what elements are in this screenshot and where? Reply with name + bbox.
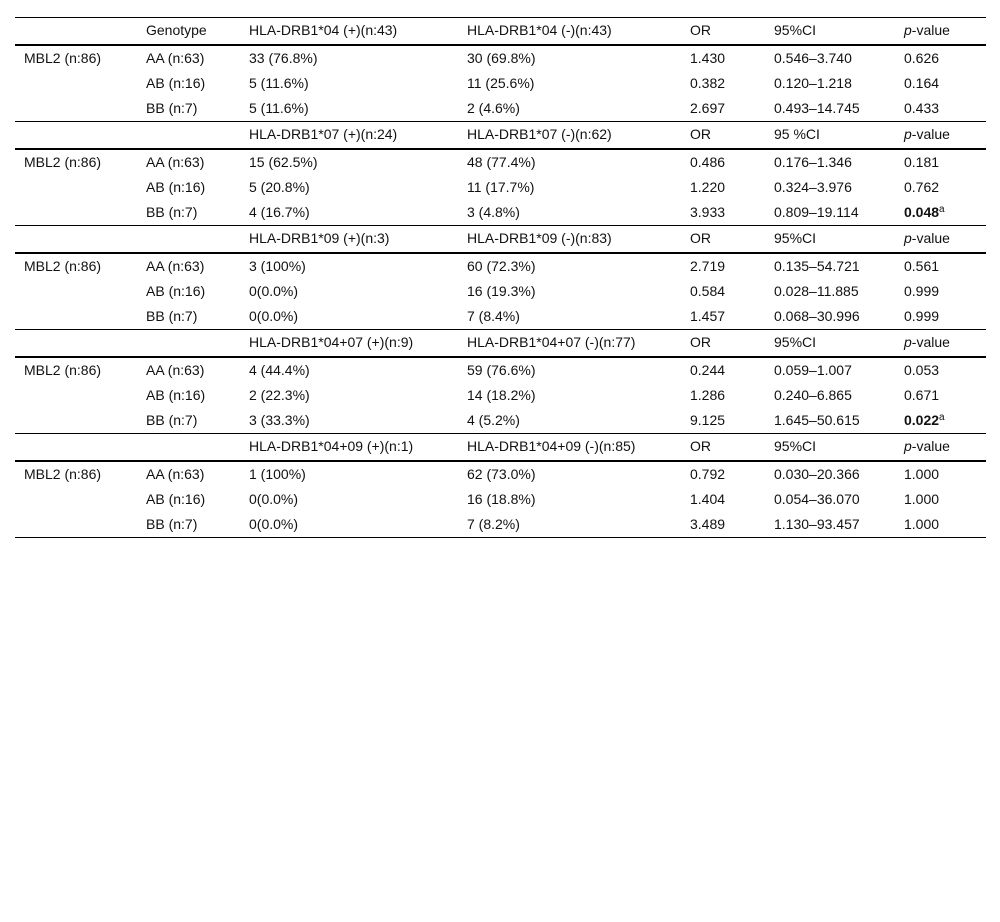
row-label-blank [15, 512, 137, 538]
row-label: MBL2 (n:86) [24, 50, 102, 66]
p-value-text: 0.433 [904, 100, 940, 116]
odds-ratio-cell: 1.457 [681, 304, 765, 330]
p-value-cell [895, 487, 986, 512]
negative-count-cell: 48 (77.4%) [467, 154, 536, 170]
group-header-row [15, 18, 986, 46]
table-row [15, 175, 986, 200]
genotype-header [137, 226, 240, 254]
genotype-cell: BB (n:7) [137, 408, 240, 434]
negative-count-cell: 11 (25.6%) [467, 75, 535, 91]
negative-count-cell: 3 (4.8%) [458, 200, 681, 226]
or-header: OR [681, 226, 765, 254]
confidence-interval-cell: 0.068–30.996 [765, 304, 895, 330]
odds-ratio-cell: 9.125 [681, 408, 765, 434]
confidence-interval-cell: 0.030–20.366 [774, 466, 860, 482]
table-row [15, 149, 986, 175]
confidence-interval-cell: 0.028–11.885 [774, 283, 859, 299]
p-value-header [895, 122, 986, 150]
positive-count-cell: 5 (20.8%) [249, 179, 310, 195]
negative-count-cell: 62 (73.0%) [467, 466, 536, 482]
genotype-cell: BB (n:7) [137, 512, 240, 538]
p-value-suffix: -value [911, 438, 950, 454]
table-row [15, 200, 986, 226]
p-value-text: 1.000 [904, 491, 940, 507]
positive-group-header: HLA-DRB1*04+07 (+)(n:9) [240, 330, 458, 358]
p-value-text: 0.999 [904, 308, 940, 324]
genotype-cell: AA (n:63) [146, 466, 205, 482]
confidence-interval-cell: 0.176–1.346 [774, 154, 852, 170]
genotype-header [137, 122, 240, 150]
p-value-cell [895, 175, 986, 200]
row-label: MBL2 (n:86) [24, 258, 102, 274]
table-row [15, 96, 986, 122]
row-label-blank [15, 71, 137, 96]
odds-ratio-cell: 3.933 [681, 200, 765, 226]
confidence-interval-cell: 1.130–93.457 [765, 512, 895, 538]
genotype-cell: AA (n:63) [146, 362, 205, 378]
positive-group-header: HLA-DRB1*04+09 (+)(n:1) [240, 434, 458, 462]
positive-count-cell: 1 (100%) [249, 466, 306, 482]
negative-count-cell: 7 (8.2%) [458, 512, 681, 538]
genotype-cell: AB (n:16) [146, 283, 206, 299]
or-header: OR [681, 330, 765, 358]
odds-ratio-cell: 0.486 [690, 154, 726, 170]
row-label-blank [15, 200, 137, 226]
group-header-row [15, 122, 986, 150]
row-label-blank [15, 279, 137, 304]
table-row [15, 253, 986, 279]
footnote-marker: a [939, 204, 945, 215]
table-row [15, 383, 986, 408]
negative-group-header: HLA-DRB1*07 (-)(n:62) [458, 122, 681, 150]
header-blank-cell [15, 18, 137, 46]
table-row [15, 45, 986, 71]
odds-ratio-cell: 0.244 [690, 362, 726, 378]
table-row [15, 487, 986, 512]
or-header: OR [681, 18, 765, 46]
p-value-cell [895, 253, 986, 279]
p-value-text: 0.762 [904, 179, 940, 195]
odds-ratio-cell: 1.430 [690, 50, 726, 66]
p-value-suffix: -value [911, 334, 950, 350]
or-header: OR [681, 122, 765, 150]
p-italic-label: p [904, 438, 912, 454]
positive-count-cell: 5 (11.6%) [249, 75, 309, 91]
p-value-cell [895, 279, 986, 304]
negative-count-cell: 59 (76.6%) [467, 362, 536, 378]
p-value-text: 0.626 [904, 50, 940, 66]
p-value-cell [895, 461, 986, 487]
p-value-text: 1.000 [904, 516, 940, 532]
odds-ratio-cell: 1.404 [690, 491, 726, 507]
genotype-cell: AB (n:16) [146, 387, 206, 403]
genotype-cell: AA (n:63) [146, 154, 205, 170]
row-label-blank [15, 383, 137, 408]
positive-count-cell: 4 (44.4%) [249, 362, 310, 378]
confidence-interval-cell: 0.546–3.740 [774, 50, 852, 66]
genotype-cell: BB (n:7) [137, 200, 240, 226]
odds-ratio-cell: 1.286 [690, 387, 726, 403]
p-value-suffix: -value [911, 230, 950, 246]
p-value-cell [895, 357, 986, 383]
positive-count-cell: 15 (62.5%) [249, 154, 318, 170]
confidence-interval-cell: 0.135–54.721 [774, 258, 860, 274]
positive-count-cell: 33 (76.8%) [249, 50, 318, 66]
confidence-interval-cell: 0.324–3.976 [774, 179, 852, 195]
p-value-cell [895, 383, 986, 408]
negative-count-cell: 30 (69.8%) [467, 50, 536, 66]
p-value-suffix: -value [911, 22, 950, 38]
p-italic-label: p [904, 230, 912, 246]
negative-count-cell: 14 (18.2%) [467, 387, 536, 403]
footnote-marker: a [939, 412, 945, 423]
negative-count-cell: 60 (72.3%) [467, 258, 536, 274]
positive-count-cell: 0(0.0%) [240, 512, 458, 538]
confidence-interval-cell: 1.645–50.615 [765, 408, 895, 434]
positive-group-header: HLA-DRB1*07 (+)(n:24) [240, 122, 458, 150]
row-label: MBL2 (n:86) [24, 362, 102, 378]
confidence-interval-cell: 0.059–1.007 [774, 362, 852, 378]
odds-ratio-cell: 0.584 [690, 283, 726, 299]
positive-group-header: HLA-DRB1*04 (+)(n:43) [240, 18, 458, 46]
p-value-text: 0.999 [904, 283, 940, 299]
header-blank-cell [15, 434, 137, 462]
results-table-body [15, 18, 986, 538]
p-value-cell [895, 512, 986, 538]
genotype-cell: AA (n:63) [146, 50, 205, 66]
genotype-cell: AA (n:63) [146, 258, 205, 274]
positive-count-cell: 0(0.0%) [249, 491, 299, 507]
p-value-text: 0.671 [904, 387, 940, 403]
results-table [15, 17, 986, 538]
confidence-interval-cell: 0.240–6.865 [774, 387, 852, 403]
p-value-cell [895, 304, 986, 330]
positive-count-cell: 3 (100%) [249, 258, 306, 274]
p-value-cell [895, 149, 986, 175]
odds-ratio-cell: 0.382 [690, 75, 726, 91]
p-value-text: 0.561 [904, 258, 940, 274]
header-blank-cell [15, 330, 137, 358]
p-value-cell [895, 45, 986, 71]
table-row [15, 71, 986, 96]
odds-ratio-cell: 0.792 [690, 466, 726, 482]
group-header-row [15, 226, 986, 254]
negative-count-cell: 16 (19.3%) [467, 283, 536, 299]
p-value-header [895, 226, 986, 254]
group-header-row [15, 434, 986, 462]
confidence-interval-cell: 0.054–36.070 [774, 491, 860, 507]
p-value-header [895, 434, 986, 462]
table-row [15, 279, 986, 304]
negative-group-header: HLA-DRB1*09 (-)(n:83) [458, 226, 681, 254]
p-italic-label: p [904, 126, 912, 142]
p-value-text: 0.181 [904, 154, 940, 170]
positive-count-cell: 4 (16.7%) [240, 200, 458, 226]
negative-group-header: HLA-DRB1*04+09 (-)(n:85) [458, 434, 681, 462]
positive-count-cell: 0(0.0%) [249, 283, 299, 299]
odds-ratio-cell: 1.220 [690, 179, 726, 195]
p-italic-label: p [904, 334, 912, 350]
negative-count-cell: 7 (8.4%) [458, 304, 681, 330]
p-value-text: 0.053 [904, 362, 940, 378]
genotype-cell: AB (n:16) [146, 75, 206, 91]
significant-p-value: 0.048 [904, 204, 940, 220]
ci-header: 95%CI [765, 434, 895, 462]
p-value-cell [895, 96, 986, 122]
p-value-header [895, 18, 986, 46]
negative-group-header: HLA-DRB1*04+07 (-)(n:77) [458, 330, 681, 358]
positive-count-cell: 3 (33.3%) [240, 408, 458, 434]
genotype-header: Genotype [137, 18, 240, 46]
negative-count-cell: 4 (5.2%) [458, 408, 681, 434]
or-header: OR [681, 434, 765, 462]
p-value-text: 1.000 [904, 466, 940, 482]
odds-ratio-cell: 2.719 [690, 258, 726, 274]
p-value-suffix: -value [911, 126, 950, 142]
table-row [15, 461, 986, 487]
row-label: MBL2 (n:86) [24, 154, 102, 170]
odds-ratio-cell: 3.489 [681, 512, 765, 538]
genotype-cell: BB (n:7) [137, 96, 240, 122]
table-row [15, 357, 986, 383]
odds-ratio-cell: 2.697 [681, 96, 765, 122]
p-value-header [895, 330, 986, 358]
positive-count-cell: 0(0.0%) [240, 304, 458, 330]
p-value-cell [895, 71, 986, 96]
negative-count-cell: 2 (4.6%) [458, 96, 681, 122]
ci-header: 95 %CI [765, 122, 895, 150]
table-row [15, 304, 986, 330]
p-value-cell [895, 408, 986, 434]
row-label-blank [15, 96, 137, 122]
confidence-interval-cell: 0.809–19.114 [765, 200, 895, 226]
ci-header: 95%CI [765, 330, 895, 358]
row-label-blank [15, 408, 137, 434]
genotype-cell: AB (n:16) [146, 491, 206, 507]
p-value-text: 0.164 [904, 75, 940, 91]
positive-count-cell: 2 (22.3%) [249, 387, 310, 403]
header-blank-cell [15, 226, 137, 254]
p-value-cell [895, 200, 986, 226]
genotype-header [137, 434, 240, 462]
table-row [15, 408, 986, 434]
positive-group-header: HLA-DRB1*09 (+)(n:3) [240, 226, 458, 254]
table-row [15, 512, 986, 538]
genotype-cell: AB (n:16) [146, 179, 206, 195]
genotype-cell: BB (n:7) [137, 304, 240, 330]
ci-header: 95%CI [765, 226, 895, 254]
row-label-blank [15, 304, 137, 330]
positive-count-cell: 5 (11.6%) [240, 96, 458, 122]
confidence-interval-cell: 0.120–1.218 [774, 75, 852, 91]
p-italic-label: p [904, 22, 912, 38]
ci-header: 95%CI [765, 18, 895, 46]
row-label-blank [15, 487, 137, 512]
negative-count-cell: 16 (18.8%) [467, 491, 536, 507]
genotype-header [137, 330, 240, 358]
row-label: MBL2 (n:86) [24, 466, 102, 482]
group-header-row [15, 330, 986, 358]
header-blank-cell [15, 122, 137, 150]
negative-count-cell: 11 (17.7%) [467, 179, 535, 195]
significant-p-value: 0.022 [904, 412, 940, 428]
row-label-blank [15, 175, 137, 200]
confidence-interval-cell: 0.493–14.745 [765, 96, 895, 122]
negative-group-header: HLA-DRB1*04 (-)(n:43) [458, 18, 681, 46]
